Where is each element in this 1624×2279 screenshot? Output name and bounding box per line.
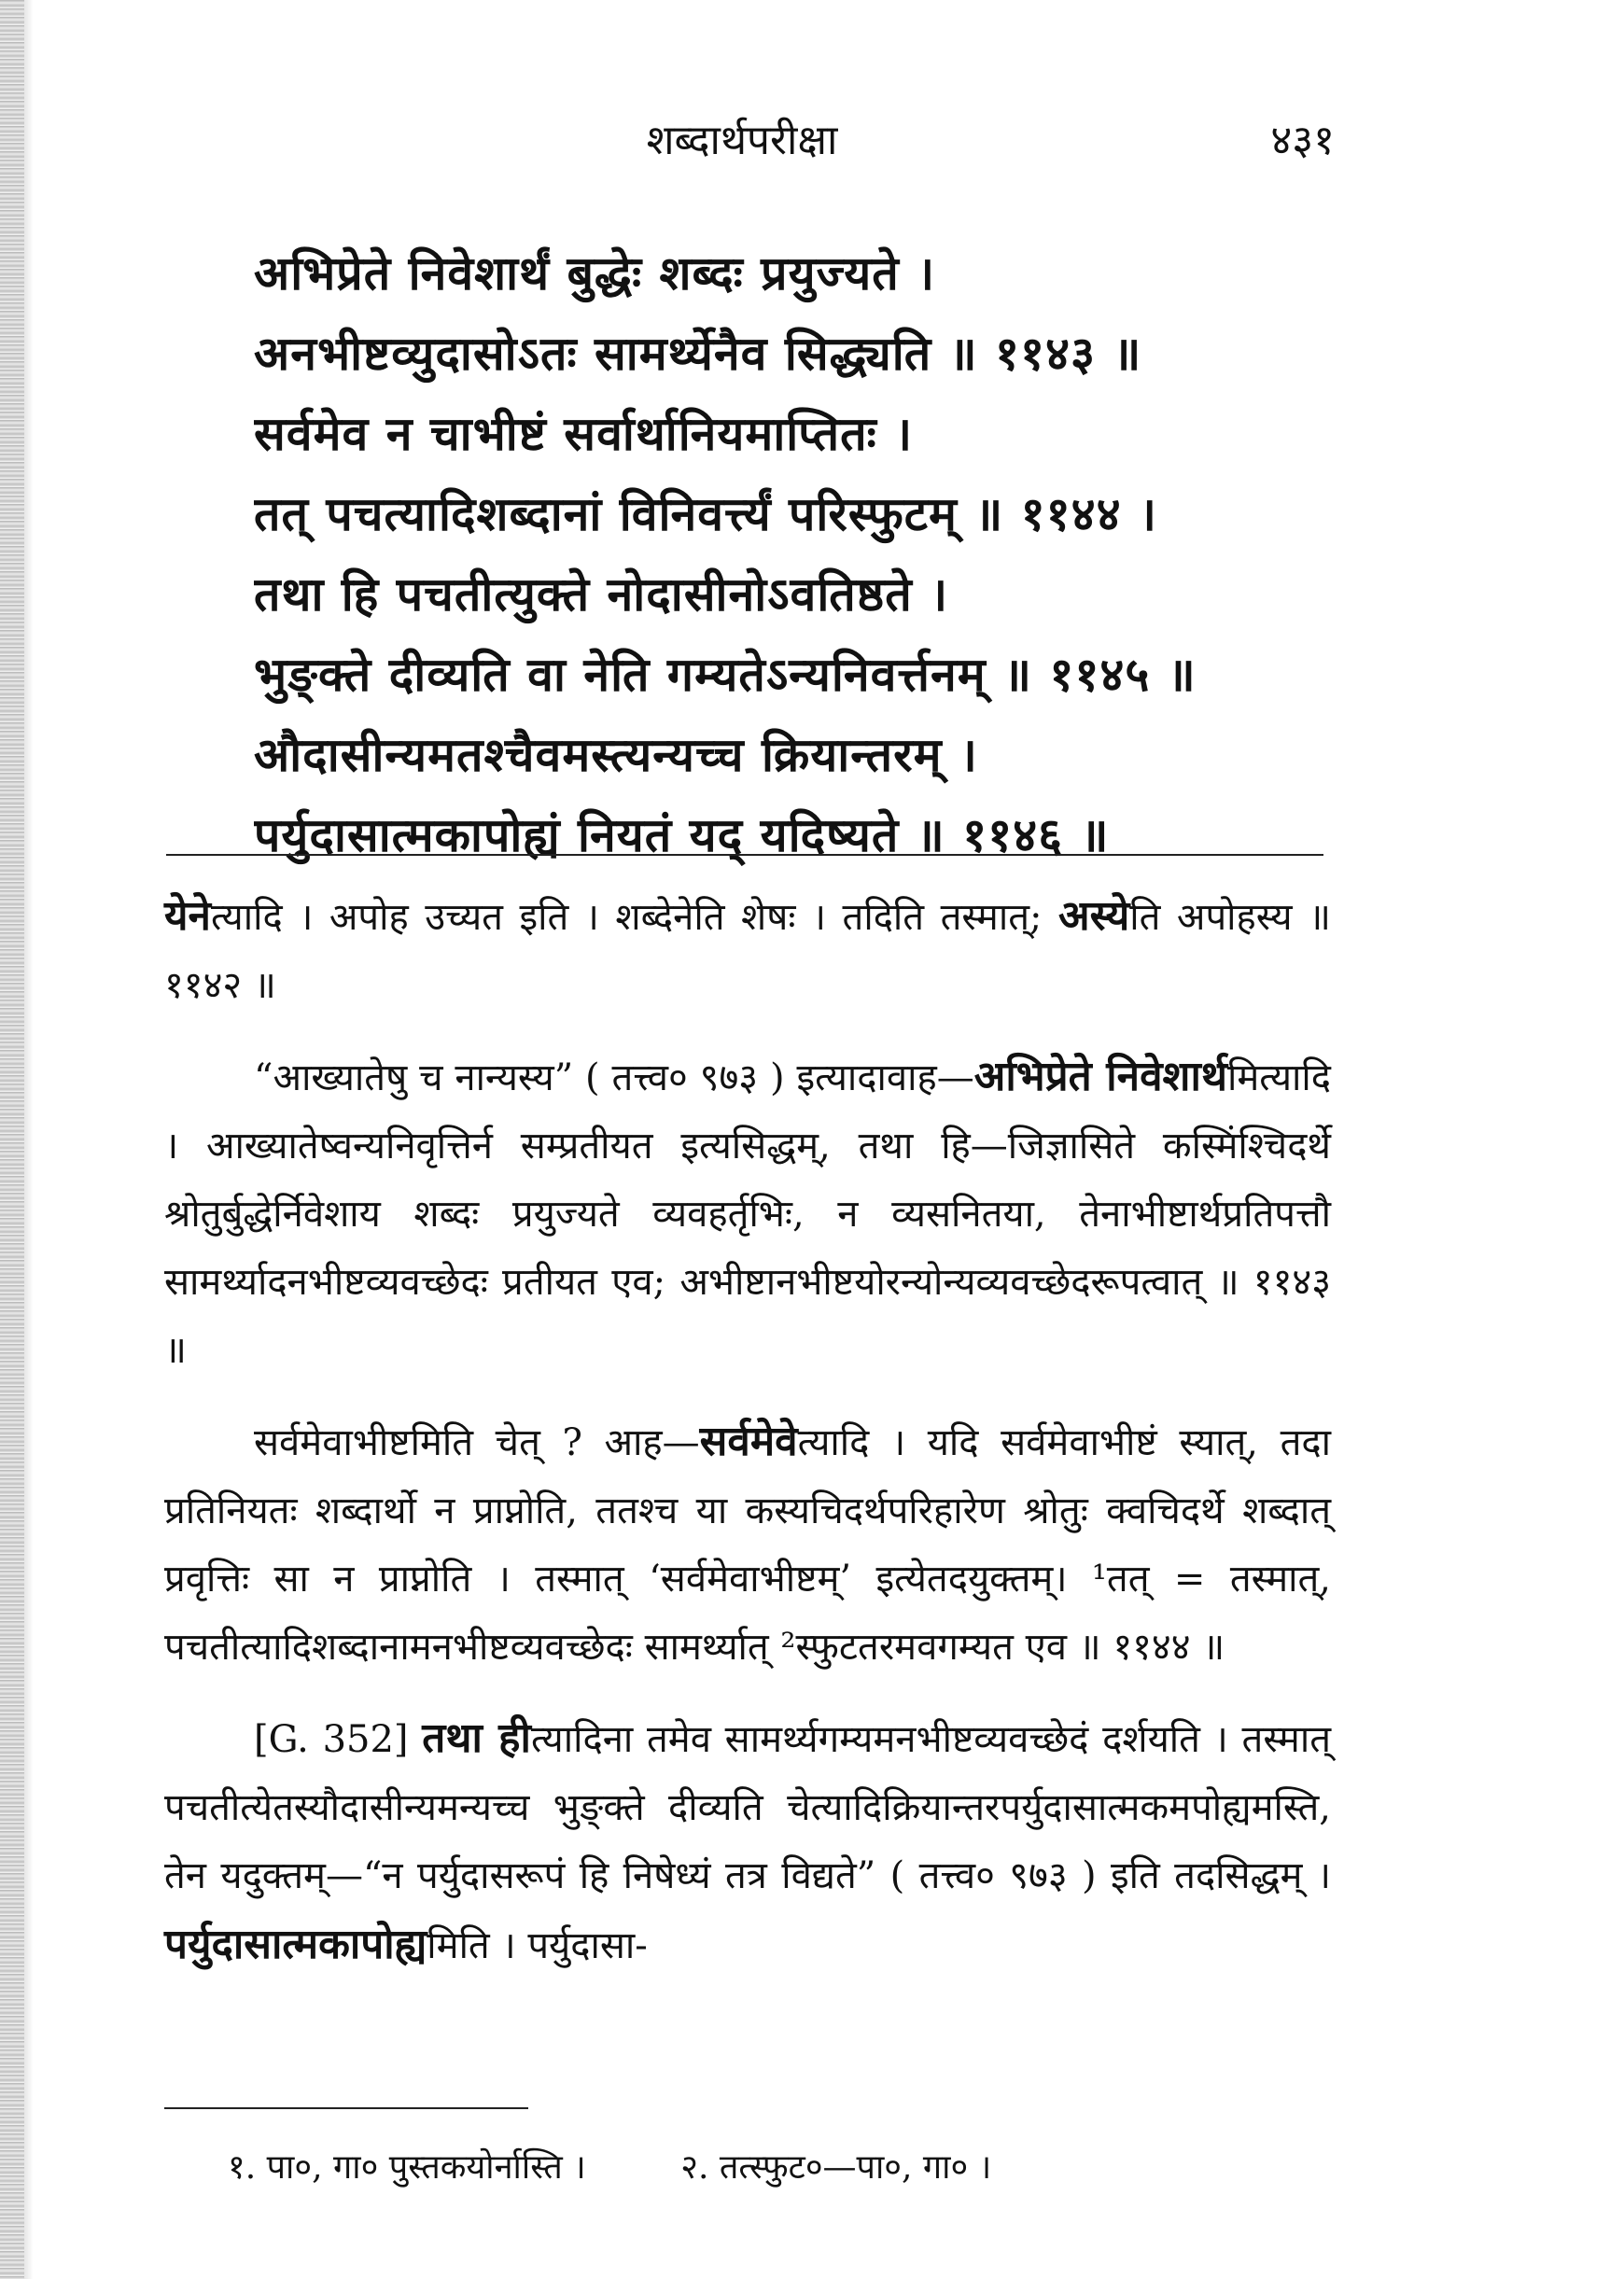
lemma: तथा ही bbox=[422, 1714, 531, 1762]
commentary-paragraph-3 bbox=[164, 1407, 1331, 1682]
binding-edge bbox=[0, 0, 24, 2279]
commentary-paragraph-1 bbox=[164, 882, 1331, 1020]
verse-line: पर्युदासात्मकापोह्यं नियतं यद् यदिष्यते ॥ ११४६ ॥ bbox=[254, 807, 1110, 862]
page-header bbox=[149, 110, 1335, 166]
verse-line: अभिप्रेते निवेशार्थं बुद्धेः शब्दः प्रयुज्यते । bbox=[254, 245, 936, 301]
verse-block bbox=[254, 233, 1318, 875]
verse-line: औदासीन्यमतश्चैवमस्त्यन्यच्च क्रियान्तरम् । bbox=[254, 727, 978, 782]
verse-line: तत् पचत्यादिशब्दानां विनिवर्त्त्यं परिस्फुटम् ॥ ११४४ । bbox=[254, 486, 1157, 541]
lemma: सर्वमेवे bbox=[699, 1418, 798, 1465]
commentary-text: सर्वमेवाभीष्टमिति चेत् ? आह— bbox=[254, 1421, 700, 1464]
lemma: पर्युदासात्मकापोह्य bbox=[164, 1921, 427, 1968]
footnote-1: १. पा०, गा० पुस्तकयोर्नास्ति । bbox=[228, 2148, 586, 2187]
page-number: ४३१ bbox=[1270, 117, 1335, 164]
commentary-text: त्यादि । अपोह उच्यत इति । शब्देनेति शेषः । तदिति तस्मात्; bbox=[210, 896, 1058, 939]
verse-line: भुङ्क्ते दीव्यति वा नेति गम्यतेऽन्यनिवर्त्तनम् ॥ ११४५ ॥ bbox=[254, 647, 1197, 702]
verse-line: तथा हि पचतीत्युक्ते नोदासीनोऽवतिष्ठते । bbox=[254, 566, 949, 622]
commentary-text: त्यादिना तमेव सामर्थ्यगम्यमनभीष्टव्यवच्छेदं दर्शयति । तस्मात् पचतीत्येतस्यौदासीन्यमन्यच्च भुङ्क्ते दीव्यति चेत्यादिक्रियान्तरपर्युदासात्मकमपोह्यमस्ति, तेन यदुक्तम्—“न पर्युदासरूपं हि निषेध्यं तत्र विद्यते” ( तत्त्व० ९७३ ) इति तदसिद्धम् । bbox=[164, 1718, 1331, 1897]
verse-commentary-divider bbox=[166, 854, 1323, 856]
footnotes bbox=[228, 2143, 1310, 2188]
verse-line: अनभीष्टव्युदासोऽतः सामर्थ्येनैव सिद्ध्यति ॥ ११४३ ॥ bbox=[254, 326, 1142, 381]
lemma: अभिप्रेते निवेशार्थ bbox=[973, 1053, 1227, 1100]
footnote-divider bbox=[164, 2107, 528, 2109]
commentary-text: “आख्यातेषु च नान्यस्य” ( तत्त्व० ९७३ ) इत्यादावाह— bbox=[254, 1056, 974, 1099]
commentary-text: मित्यादि । आख्यातेष्वन्यनिवृत्तिर्न सम्प्रतीयत इत्यसिद्धम्, तथा हि—जिज्ञासिते कस्मिंश्चिदर्थे श्रोतुर्बुद्धेर्निवेशाय शब्दः प्रयुज्यते व्यवहर्तृभिः, न व्यसनितया, तेनाभीष्टार्थप्रतिपत्तौ सामर्थ्यादनभीष्टव्यवच्छेदः प्रतीयत एव; अभीष्टानभीष्टयोरन्योन्यव्यवच्छेदरूपत्वात् ॥ ११४३ ॥ bbox=[164, 1056, 1332, 1372]
lemma: अस्ये bbox=[1057, 892, 1130, 940]
commentary-paragraph-2 bbox=[164, 1042, 1331, 1385]
commentary-text: ति अपोहस्य ॥ ११४२ ॥ bbox=[164, 896, 1331, 1007]
commentary-text: [G. 352] bbox=[254, 1718, 423, 1761]
commentary bbox=[164, 882, 1331, 1980]
running-title: शब्दार्थपरीक्षा bbox=[646, 117, 838, 164]
commentary-paragraph-4 bbox=[164, 1704, 1331, 1980]
verse-line: सर्वमेव न चाभीष्टं सर्वार्थानियमाप्तितः । bbox=[254, 406, 914, 461]
lemma: येने bbox=[164, 892, 211, 940]
commentary-text: मिति । पर्युदासा- bbox=[427, 1924, 648, 1967]
commentary-text: त्यादि । यदि सर्वमेवाभीष्टं स्यात्, तदा प्रतिनियतः शब्दार्थो न प्राप्नोति, ततश्च या कस्यचिदर्थपरिहारेण श्रोतुः क्वचिदर्थे शब्दात् प्रवृत्तिः सा न प्राप्नोति । तस्मात् ‘सर्वमेवाभीष्टम्’ इत्येतदयुक्तम्। ¹तत् = तस्मात्, पचतीत्यादिशब्दानामनभीष्टव्यवच्छेदः सामर्थ्यात् ²स्फुटतरमवगम्यत एव ॥ ११४४ ॥ bbox=[164, 1421, 1331, 1669]
footnote-2: २. तत्स्फुट०—पा०, गा० । bbox=[680, 2148, 992, 2187]
